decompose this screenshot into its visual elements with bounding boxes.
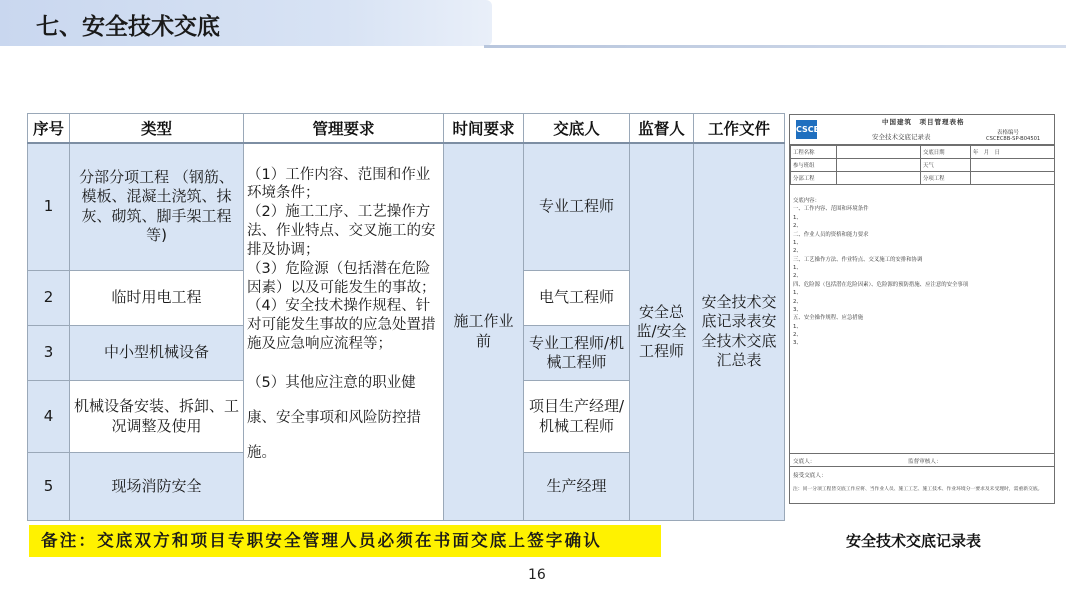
header-time: 时间要求 bbox=[444, 114, 524, 143]
header-documents: 工作文件 bbox=[694, 114, 785, 143]
form-grid-row bbox=[791, 146, 1055, 159]
management-item: （3）危险源（包括潜在危险因素）以及可能发生的事故； bbox=[247, 260, 436, 296]
form-cell: 年 月 日 bbox=[971, 146, 1055, 159]
page-number: 16 bbox=[528, 567, 546, 583]
form-cell: 分项工程 bbox=[921, 172, 971, 185]
row-type: 机械设备安装、拆卸、工况调整及使用 bbox=[70, 381, 244, 453]
form-body-line: 三、工艺操作方法、作业特点、交叉施工的安排和协调 bbox=[793, 256, 923, 263]
form-body-line: 3、 bbox=[793, 340, 802, 347]
form-cell bbox=[837, 146, 921, 159]
management-item: （1）工作内容、范围和作业环境条件； bbox=[247, 166, 431, 202]
briefing-record-form bbox=[789, 114, 1055, 504]
management-item: 康、安全事项和风险防控措 bbox=[247, 409, 421, 426]
time-requirement: 施工作业前 bbox=[444, 143, 524, 521]
page-title: 七、安全技术交底 bbox=[36, 14, 220, 40]
form-body-line: 2、 bbox=[793, 223, 802, 230]
form-body bbox=[793, 197, 1051, 348]
form-body-line: 2、 bbox=[793, 298, 802, 305]
header-type: 类型 bbox=[70, 114, 244, 143]
title-divider bbox=[484, 45, 1066, 48]
row-number: 5 bbox=[28, 453, 70, 521]
form-body-line: 2、 bbox=[793, 273, 802, 280]
management-item: （2）施工工序、工艺操作方法、作业特点、交叉施工的安排及协调； bbox=[247, 204, 436, 258]
form-sign-row bbox=[790, 453, 1054, 467]
form-header bbox=[790, 115, 1054, 145]
supervisor: 安全总监/安全工程师 bbox=[630, 143, 694, 521]
safety-briefing-table bbox=[27, 113, 785, 521]
form-cell: 分部工程 bbox=[791, 172, 837, 185]
row-type: 中小型机械设备 bbox=[70, 326, 244, 381]
form-body-line: 二、作业人员的资格和能力要求 bbox=[793, 231, 869, 238]
form-code-label: 表格编号 bbox=[997, 130, 1020, 136]
form-body-line: 四、危险源（包括潜在危险因素）、危险源的预防措施、应注意的安全事项 bbox=[793, 281, 969, 288]
form-sign-left: 交底人： bbox=[793, 459, 816, 465]
form-cell: 天气 bbox=[921, 159, 971, 172]
form-cell: 参与班组 bbox=[791, 159, 837, 172]
management-requirements bbox=[244, 143, 444, 521]
form-cell: 交底日期 bbox=[921, 146, 971, 159]
form-cell bbox=[971, 172, 1055, 185]
header-no: 序号 bbox=[28, 114, 70, 143]
row-type: 临时用电工程 bbox=[70, 271, 244, 326]
form-company: 中国建筑 项目管理表格 bbox=[882, 118, 965, 126]
form-grid-row bbox=[791, 159, 1055, 172]
company-logo-icon: CSCEC bbox=[796, 120, 817, 139]
form-grid-row bbox=[791, 172, 1055, 185]
row-number: 4 bbox=[28, 381, 70, 453]
form-body-line: 1、 bbox=[793, 323, 802, 330]
row-person: 专业工程师/机械工程师 bbox=[524, 326, 630, 381]
table-row bbox=[28, 143, 785, 271]
form-body-line: 交底内容： bbox=[793, 198, 820, 204]
row-number: 1 bbox=[28, 143, 70, 271]
form-code: CSCEC8B-SP-B04501 bbox=[986, 136, 1041, 142]
form-cell bbox=[837, 172, 921, 185]
management-item: 施。 bbox=[247, 444, 276, 461]
form-body-line: 1、 bbox=[793, 290, 802, 297]
header-supervisor: 监督人 bbox=[630, 114, 694, 143]
row-person: 专业工程师 bbox=[524, 143, 630, 271]
header-management: 管理要求 bbox=[244, 114, 444, 143]
form-note: 注：同一分项工程皆交底工作应将、当作业人员、施工工艺、施工技术、作业环境分一要求及未受理时，需重新交底。 bbox=[793, 487, 1043, 492]
form-body-line: 2、 bbox=[793, 332, 802, 338]
work-documents: 安全技术交底记录表安全技术交底汇总表 bbox=[694, 143, 785, 521]
row-number: 3 bbox=[28, 326, 70, 381]
table-header-row bbox=[28, 114, 785, 143]
title-banner bbox=[0, 0, 492, 46]
management-item: （5）其他应注意的职业健 bbox=[247, 374, 416, 391]
form-body-line: 1、 bbox=[793, 265, 802, 271]
header-person: 交底人 bbox=[524, 114, 630, 143]
row-person: 生产经理 bbox=[524, 453, 630, 521]
form-info-grid bbox=[790, 145, 1055, 185]
form-body-line: 1、 bbox=[793, 214, 802, 221]
form-cell bbox=[837, 159, 921, 172]
form-body-line: 一、工作内容、范围和环境条件 bbox=[793, 206, 869, 213]
row-person: 项目生产经理/机械工程师 bbox=[524, 381, 630, 453]
row-type: 分部分项工程 （钢筋、模板、混凝土浇筑、抹灰、砌筑、脚手架工程等) bbox=[70, 143, 244, 271]
form-body-line: 五、安全操作规程、应急措施 bbox=[793, 315, 864, 322]
form-sign-receiver: 接受交底人： bbox=[793, 473, 827, 479]
form-body-line: 3、 bbox=[793, 306, 802, 313]
form-cell bbox=[971, 159, 1055, 172]
form-caption: 安全技术交底记录表 bbox=[846, 532, 982, 550]
form-title: 安全技术交底记录表 bbox=[872, 133, 931, 141]
form-body-line: 1、 bbox=[793, 239, 802, 246]
row-type: 现场消防安全 bbox=[70, 453, 244, 521]
management-item: （4）安全技术操作规程、针对可能发生事故的应急处置措施及应急响应流程等； bbox=[247, 298, 436, 353]
form-sign-right: 监督审核人： bbox=[908, 459, 942, 465]
row-person: 电气工程师 bbox=[524, 271, 630, 326]
form-body-line: 2、 bbox=[793, 248, 802, 255]
row-number: 2 bbox=[28, 271, 70, 326]
form-cell: 工程名称 bbox=[791, 146, 837, 159]
note-banner: 备注：交底双方和项目专职安全管理人员必须在书面交底上签字确认 bbox=[29, 525, 661, 557]
